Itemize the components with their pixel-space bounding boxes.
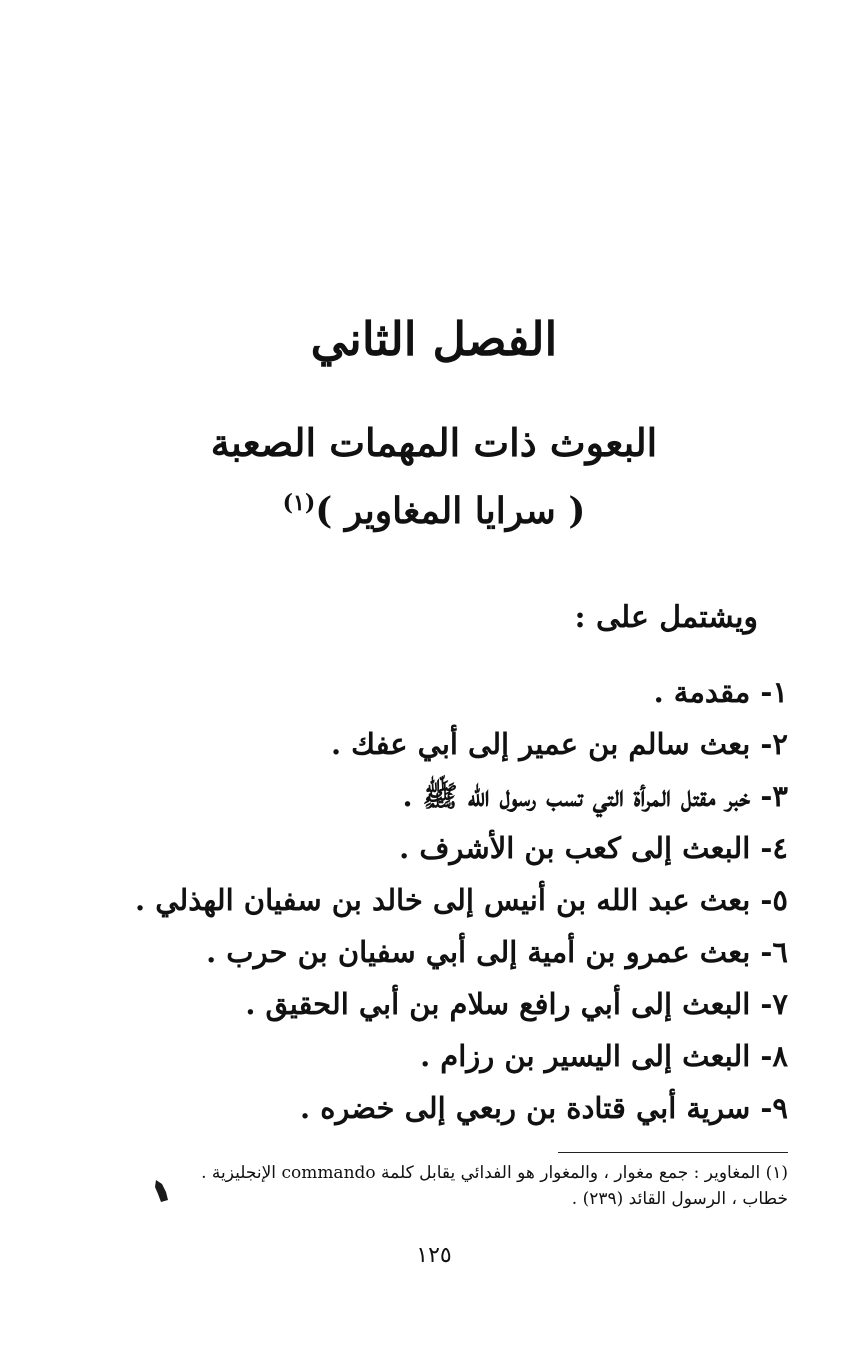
footnote xyxy=(168,1160,788,1212)
footnote-text: (١) المغاوير : جمع مغوار ، والمغوار هو الفدائي يقابل كلمة xyxy=(381,1163,788,1183)
scan-smudge-icon xyxy=(152,1178,170,1204)
contents-list xyxy=(88,666,788,1134)
footnote-reference: (١) xyxy=(282,490,316,516)
footnote-text: الإنجليزية . xyxy=(201,1163,277,1183)
contents-item: ٤- البعث إلى كعب بن الأشرف . xyxy=(399,831,788,865)
section-subtitle-text: ( سرايا المغاوير ) xyxy=(315,490,586,532)
contents-item: ١- مقدمة . xyxy=(653,675,788,709)
contents-item: ٧- البعث إلى أبي رافع سلام بن أبي الحقيق . xyxy=(245,987,788,1021)
footnote-english-word: commando xyxy=(281,1163,376,1183)
contents-item: ٣- خبر مقتل المرأة التي تسب رسول الله ﷺ . xyxy=(402,779,788,813)
contents-item: ٨- البعث إلى اليسير بن رزام . xyxy=(420,1039,788,1073)
contents-item: ٥- بعث عبد الله بن أنيس إلى خالد بن سفيان الهذلي . xyxy=(135,883,788,917)
section-subtitle xyxy=(0,490,868,532)
contents-item: ٩- سرية أبي قتادة بن ربعي إلى خضره . xyxy=(300,1091,788,1125)
chapter-title: الفصل الثاني xyxy=(310,312,558,366)
footnote-line-2: خطاب ، الرسول القائد (٢٣٩) . xyxy=(571,1189,788,1209)
footnote-line-1 xyxy=(168,1160,788,1186)
page-number: ١٢٥ xyxy=(416,1243,452,1268)
footnote-divider xyxy=(558,1152,788,1153)
section-title: البعوث ذات المهمات الصعبة xyxy=(210,420,658,465)
contents-intro: ويشتمل على : xyxy=(574,600,758,635)
contents-item: ٢- بعث سالم بن عمير إلى أبي عفك . xyxy=(330,727,788,761)
contents-item: ٦- بعث عمرو بن أمية إلى أبي سفيان بن حرب . xyxy=(206,935,788,969)
